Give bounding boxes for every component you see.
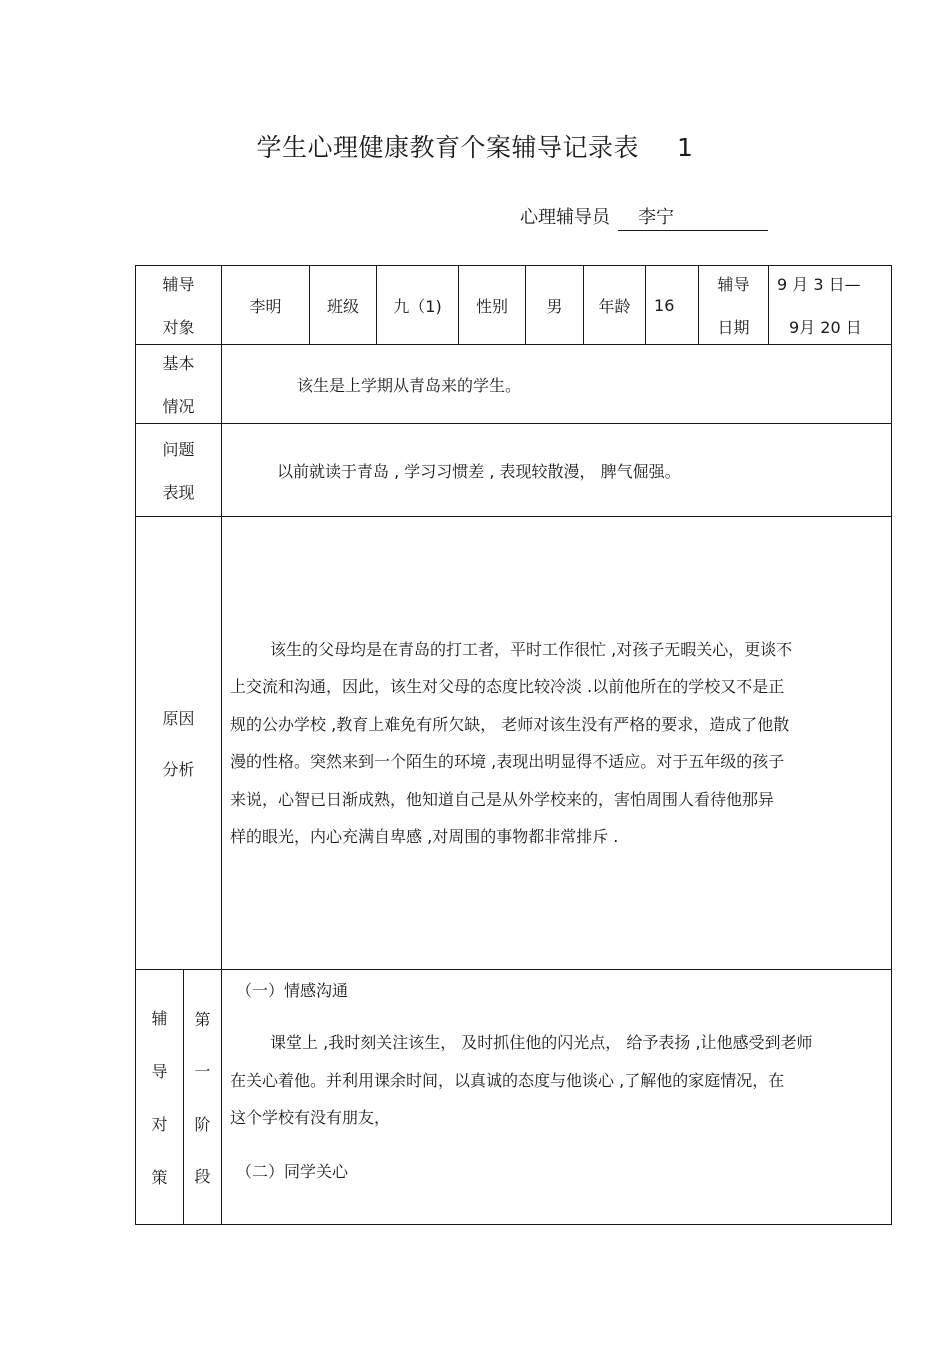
- class-label: 班级: [310, 266, 377, 345]
- date-label-2: 日期: [717, 318, 750, 337]
- reason-row: [136, 517, 892, 970]
- problem-text: 以前就读于青岛 , 学习习惯差 , 表现较散漫， 脾气倔强。: [277, 461, 681, 481]
- strategy-content: [222, 970, 891, 1185]
- age-value: 16: [646, 266, 699, 345]
- record-table: [135, 265, 892, 1225]
- basic-row: [136, 345, 892, 424]
- header-row: [136, 266, 892, 345]
- title-text: 学生心理健康教育个案辅导记录表: [256, 133, 640, 162]
- target-label-2: 对象: [162, 318, 195, 337]
- title-number: 1: [677, 133, 694, 162]
- date-end: 9月 20 日: [789, 318, 862, 337]
- reason-content-cell: [222, 517, 892, 970]
- reason-line: 该生的父母均是在青岛的打工者，平时工作很忙 ,对孩子无暇关心，更谈不: [270, 639, 793, 659]
- reason-paragraph: [222, 631, 891, 856]
- gender-value: 男: [526, 266, 584, 345]
- basic-label-1: 基本: [162, 354, 195, 373]
- counselor-name: 李宁: [618, 206, 768, 231]
- class-value: 九（1): [377, 266, 459, 345]
- stage-label-char: 段: [194, 1166, 211, 1186]
- strategy-row: [136, 970, 892, 1225]
- strategy-line: 这个学校有没有朋友，: [230, 1108, 391, 1127]
- stage-label-char: 第: [194, 1010, 211, 1029]
- strategy-label-char: 策: [151, 1168, 168, 1187]
- problem-label-2: 表现: [162, 483, 195, 502]
- basic-text: 该生是上学期从青岛来的学生。: [297, 375, 522, 395]
- strategy-subheading-2: （二）同学关心: [236, 1161, 349, 1181]
- counselor-line: [520, 203, 768, 231]
- page-title: [0, 128, 950, 164]
- strategy-label-char: 辅: [151, 1009, 168, 1028]
- date-label-cell: [699, 266, 769, 345]
- date-value-cell: [769, 266, 892, 345]
- basic-content-cell: [222, 345, 892, 424]
- gender-label: 性别: [459, 266, 526, 345]
- date-label-1: 辅导: [717, 275, 750, 294]
- target-label-cell: [136, 266, 222, 345]
- strategy-label-cell: [136, 970, 184, 1225]
- stage-label-char: 一: [194, 1062, 211, 1082]
- strategy-content-cell: [222, 970, 892, 1225]
- reason-label-1: 原因: [162, 709, 195, 728]
- problem-row: [136, 424, 892, 517]
- problem-content-cell: [222, 424, 892, 517]
- strategy-label-char: 对: [151, 1115, 168, 1134]
- reason-label-2: 分析: [162, 760, 195, 779]
- reason-line: 漫的性格。突然来到一个陌生的环境 ,表现出明显得不适应。对于五年级的孩子: [230, 752, 785, 771]
- reason-line: 样的眼光，内心充满自卑感 ,对周围的事物都非常排斥 .: [230, 827, 619, 846]
- stage-label-cell: [184, 970, 222, 1225]
- problem-label-1: 问题: [162, 440, 195, 459]
- strategy-line: 在关心着他。并利用课余时间，以真诚的态度与他谈心 ,了解他的家庭情况，在: [230, 1070, 785, 1090]
- problem-label-cell: [136, 424, 222, 517]
- student-name: 李明: [222, 266, 310, 345]
- reason-line: 来说，心智已日渐成熟，他知道自己是从外学校来的，害怕周围人看待他那异: [230, 789, 775, 809]
- date-start: 9 月 3 日—: [777, 275, 861, 294]
- counselor-label: 心理辅导员: [520, 207, 610, 228]
- reason-label-cell: [136, 517, 222, 970]
- basic-label-cell: [136, 345, 222, 424]
- target-label-1: 辅导: [162, 275, 195, 294]
- strategy-paragraph: [230, 1024, 881, 1137]
- basic-label-2: 情况: [162, 397, 195, 416]
- reason-line: 规的公办学校 ,教育上难免有所欠缺， 老师对该生没有严格的要求，造成了他散: [230, 714, 790, 734]
- reason-line: 上交流和沟通，因此，该生对父母的态度比较冷淡 .以前他所在的学校又不是正: [230, 677, 785, 696]
- stage-label-char: 阶: [194, 1114, 211, 1134]
- strategy-subheading-1: （一）情感沟通: [236, 981, 349, 1000]
- strategy-line: 课堂上 ,我时刻关注该生， 及时抓住他的闪光点， 给予表扬 ,让他感受到老师: [270, 1033, 813, 1052]
- age-label: 年龄: [584, 266, 646, 345]
- strategy-label-char: 导: [151, 1062, 168, 1081]
